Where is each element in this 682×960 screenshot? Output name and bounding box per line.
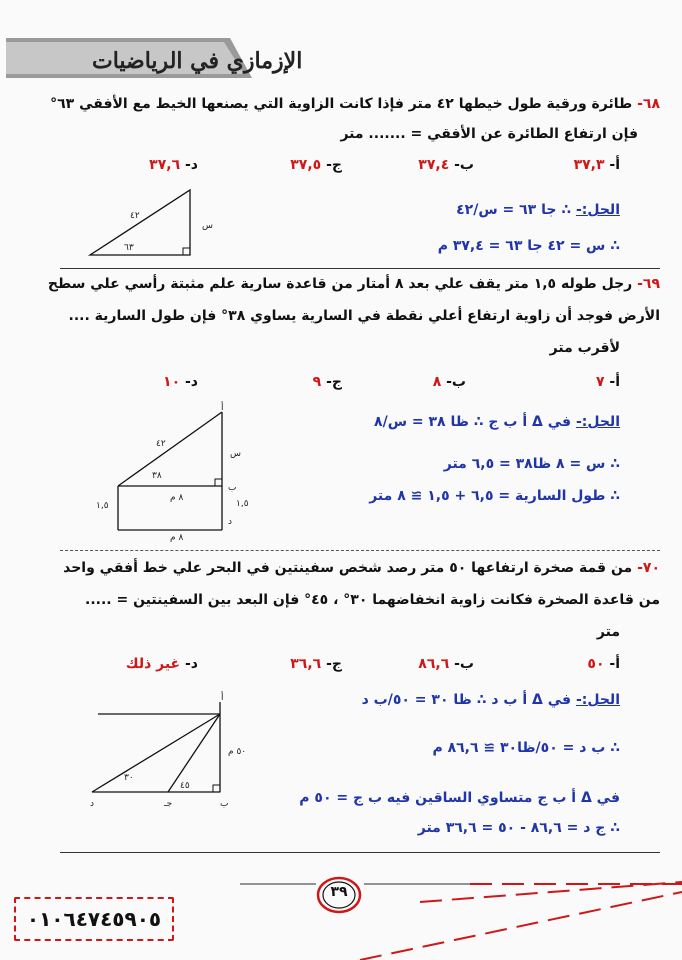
svg-text:٤٥: ٤٥	[180, 781, 190, 791]
svg-text:س: س	[202, 221, 213, 231]
q69-option-c[interactable]: ج- ٩	[312, 374, 342, 390]
q69-flagpole-figure	[96, 403, 266, 543]
q70-line2: من قاعدة الصخرة فكانت زاوية انخفاضهما ٣٠° ، ٤٥° فإن البعد بين السفينتين = .....	[85, 592, 660, 608]
divider	[60, 268, 660, 269]
page-number: ٣٩	[330, 884, 348, 900]
divider	[60, 550, 660, 551]
q69-solution-1: الحل:- في Δ أ ب ج ∴ ظا ٣٨ = س/٨	[374, 414, 620, 430]
svg-text:٣٨: ٣٨	[152, 471, 162, 481]
svg-text:٨ م: ٨ م	[170, 493, 184, 503]
q68-option-a[interactable]: أ- ٣٧,٣	[573, 157, 620, 173]
q68-line2: فإن ارتفاع الطائرة عن الأفقي = ....... متر	[340, 126, 638, 142]
q70-number: ٧٠-	[637, 560, 660, 576]
q69-line3: لأقرب متر	[549, 340, 620, 356]
phone-number: ٠١٠٦٤٧٤٥٩٠٥	[14, 897, 174, 941]
svg-text:ب: ب	[228, 483, 237, 493]
svg-text:جـ: جـ	[164, 799, 173, 809]
svg-text:٤٢: ٤٢	[156, 439, 166, 449]
svg-text:٥٠ م: ٥٠ م	[228, 747, 247, 757]
divider	[60, 852, 660, 853]
q70-solution-1: الحل:- في Δ أ ب د ∴ ظا ٣٠ = ٥٠/ب د	[361, 692, 620, 708]
q70-option-a[interactable]: أ- ٥٠	[587, 656, 620, 672]
q69-line2: الأرض فوجد أن زاوية ارتفاع أعلي نقطة في السارية يساوي ٣٨° فإن طول السارية ....	[68, 308, 660, 324]
svg-text:أ: أ	[221, 403, 224, 413]
svg-text:٦٣: ٦٣	[124, 243, 134, 253]
svg-text:١,٥: ١,٥	[96, 501, 109, 511]
q69-number: ٦٩-	[637, 276, 660, 292]
svg-text:س: س	[230, 449, 241, 459]
q69-solution-3: ∴ طول السارية = ٦,٥ + ١,٥ ≅ ٨ متر	[369, 488, 620, 504]
q69-option-b[interactable]: ب- ٨	[432, 374, 466, 390]
svg-text:د: د	[90, 799, 95, 809]
q69-line1: ٦٩- رجل طوله ١,٥ متر يقف علي بعد ٨ أمتار من قاعدة سارية علم مثبتة رأسي علي سطح	[47, 276, 660, 292]
q70-solution-2: ∴ ب د = ٥٠/ظا٣٠ ≅ ٨٦,٦ م	[432, 740, 620, 756]
q70-option-d[interactable]: د- غير ذلك	[125, 656, 198, 672]
svg-text:١,٥: ١,٥	[236, 499, 249, 509]
q68-option-d[interactable]: د- ٣٧,٦	[149, 157, 198, 173]
q68-solution-2: ∴ س = ٤٢ جا ٦٣ = ٣٧,٤ م	[437, 238, 620, 254]
q69-option-a[interactable]: أ- ٧	[595, 374, 620, 390]
q69-option-d[interactable]: د- ١٠	[163, 374, 198, 390]
q70-option-b[interactable]: ب- ٨٦,٦	[418, 656, 474, 672]
q68-triangle-figure	[90, 190, 220, 260]
svg-text:٣٠: ٣٠	[124, 773, 134, 783]
q68-number: ٦٨-	[637, 96, 660, 112]
svg-text:٨ م: ٨ م	[170, 533, 184, 543]
q68-line1: ٦٨- طائرة ورقية طول خيطها ٤٢ متر فإذا كانت الزاوية التي يصنعها الخيط مع الأفقي ٦٣°	[50, 96, 660, 112]
svg-text:ب: ب	[220, 799, 229, 809]
q68-solution-1: الحل:- ∴ جا ٦٣ = س/٤٢	[456, 202, 620, 218]
svg-text:أ: أ	[221, 693, 224, 703]
q70-cliff-figure	[88, 692, 248, 814]
q70-solution-4: ∴ ج د = ٨٦,٦ - ٥٠ = ٣٦,٦ متر	[417, 820, 620, 836]
q68-option-b[interactable]: ب- ٣٧,٤	[418, 157, 474, 173]
q70-line3: متر	[596, 624, 620, 640]
q69-solution-2: ∴ س = ٨ ظا٣٨ = ٦,٥ متر	[443, 456, 620, 472]
header-title: الإزمازي في الرياضيات	[92, 48, 303, 74]
svg-text:د: د	[228, 517, 233, 527]
q70-solution-3: في Δ أ ب ج متساوي الساقين فيه ب ج = ٥٠ م	[299, 790, 620, 806]
q70-line1: ٧٠- من قمة صخرة ارتفاعها ٥٠ متر رصد شخص سفينتين في البحر علي خط أفقي واحد	[63, 560, 660, 576]
q70-option-c[interactable]: ج- ٣٦,٦	[290, 656, 342, 672]
q68-option-c[interactable]: ج- ٣٧,٥	[290, 157, 342, 173]
svg-text:٤٢: ٤٢	[130, 211, 140, 221]
